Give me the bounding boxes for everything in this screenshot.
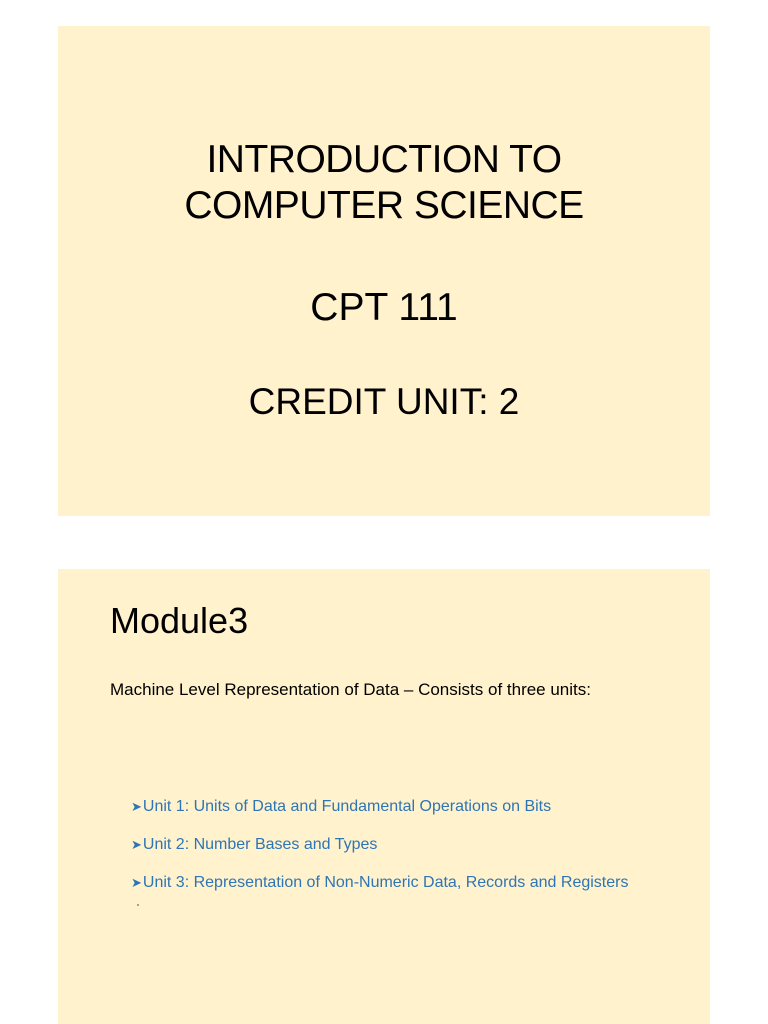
course-title-line-2: COMPUTER SCIENCE <box>184 184 584 227</box>
stray-dot-mark <box>137 904 139 906</box>
credit-unit: CREDIT UNIT: 2 <box>248 381 520 422</box>
module-description: Machine Level Representation of Data – Consists of three units: <box>110 680 591 699</box>
module-heading: Module3 <box>110 600 249 641</box>
unit-label: Unit 1: Units of Data and Fundamental Operations on Bits <box>142 798 552 815</box>
course-title <box>58 137 710 229</box>
list-item-unit-1 <box>131 797 628 817</box>
course-code: CPT 111 <box>310 286 458 329</box>
unit-label: Unit 3: Representation of Non-Numeric Data, Records and Registers <box>142 874 629 891</box>
arrow-bullet-icon: ➤ <box>131 875 142 890</box>
arrow-bullet-icon: ➤ <box>131 837 142 852</box>
list-item-unit-3 <box>131 873 628 893</box>
module-slide <box>58 569 710 1024</box>
list-item-unit-2 <box>131 835 628 855</box>
arrow-bullet-icon: ➤ <box>131 799 142 814</box>
unit-list <box>131 797 628 911</box>
unit-label: Unit 2: Number Bases and Types <box>142 836 378 853</box>
title-slide <box>58 26 710 516</box>
course-title-line-1: INTRODUCTION TO <box>206 138 562 181</box>
